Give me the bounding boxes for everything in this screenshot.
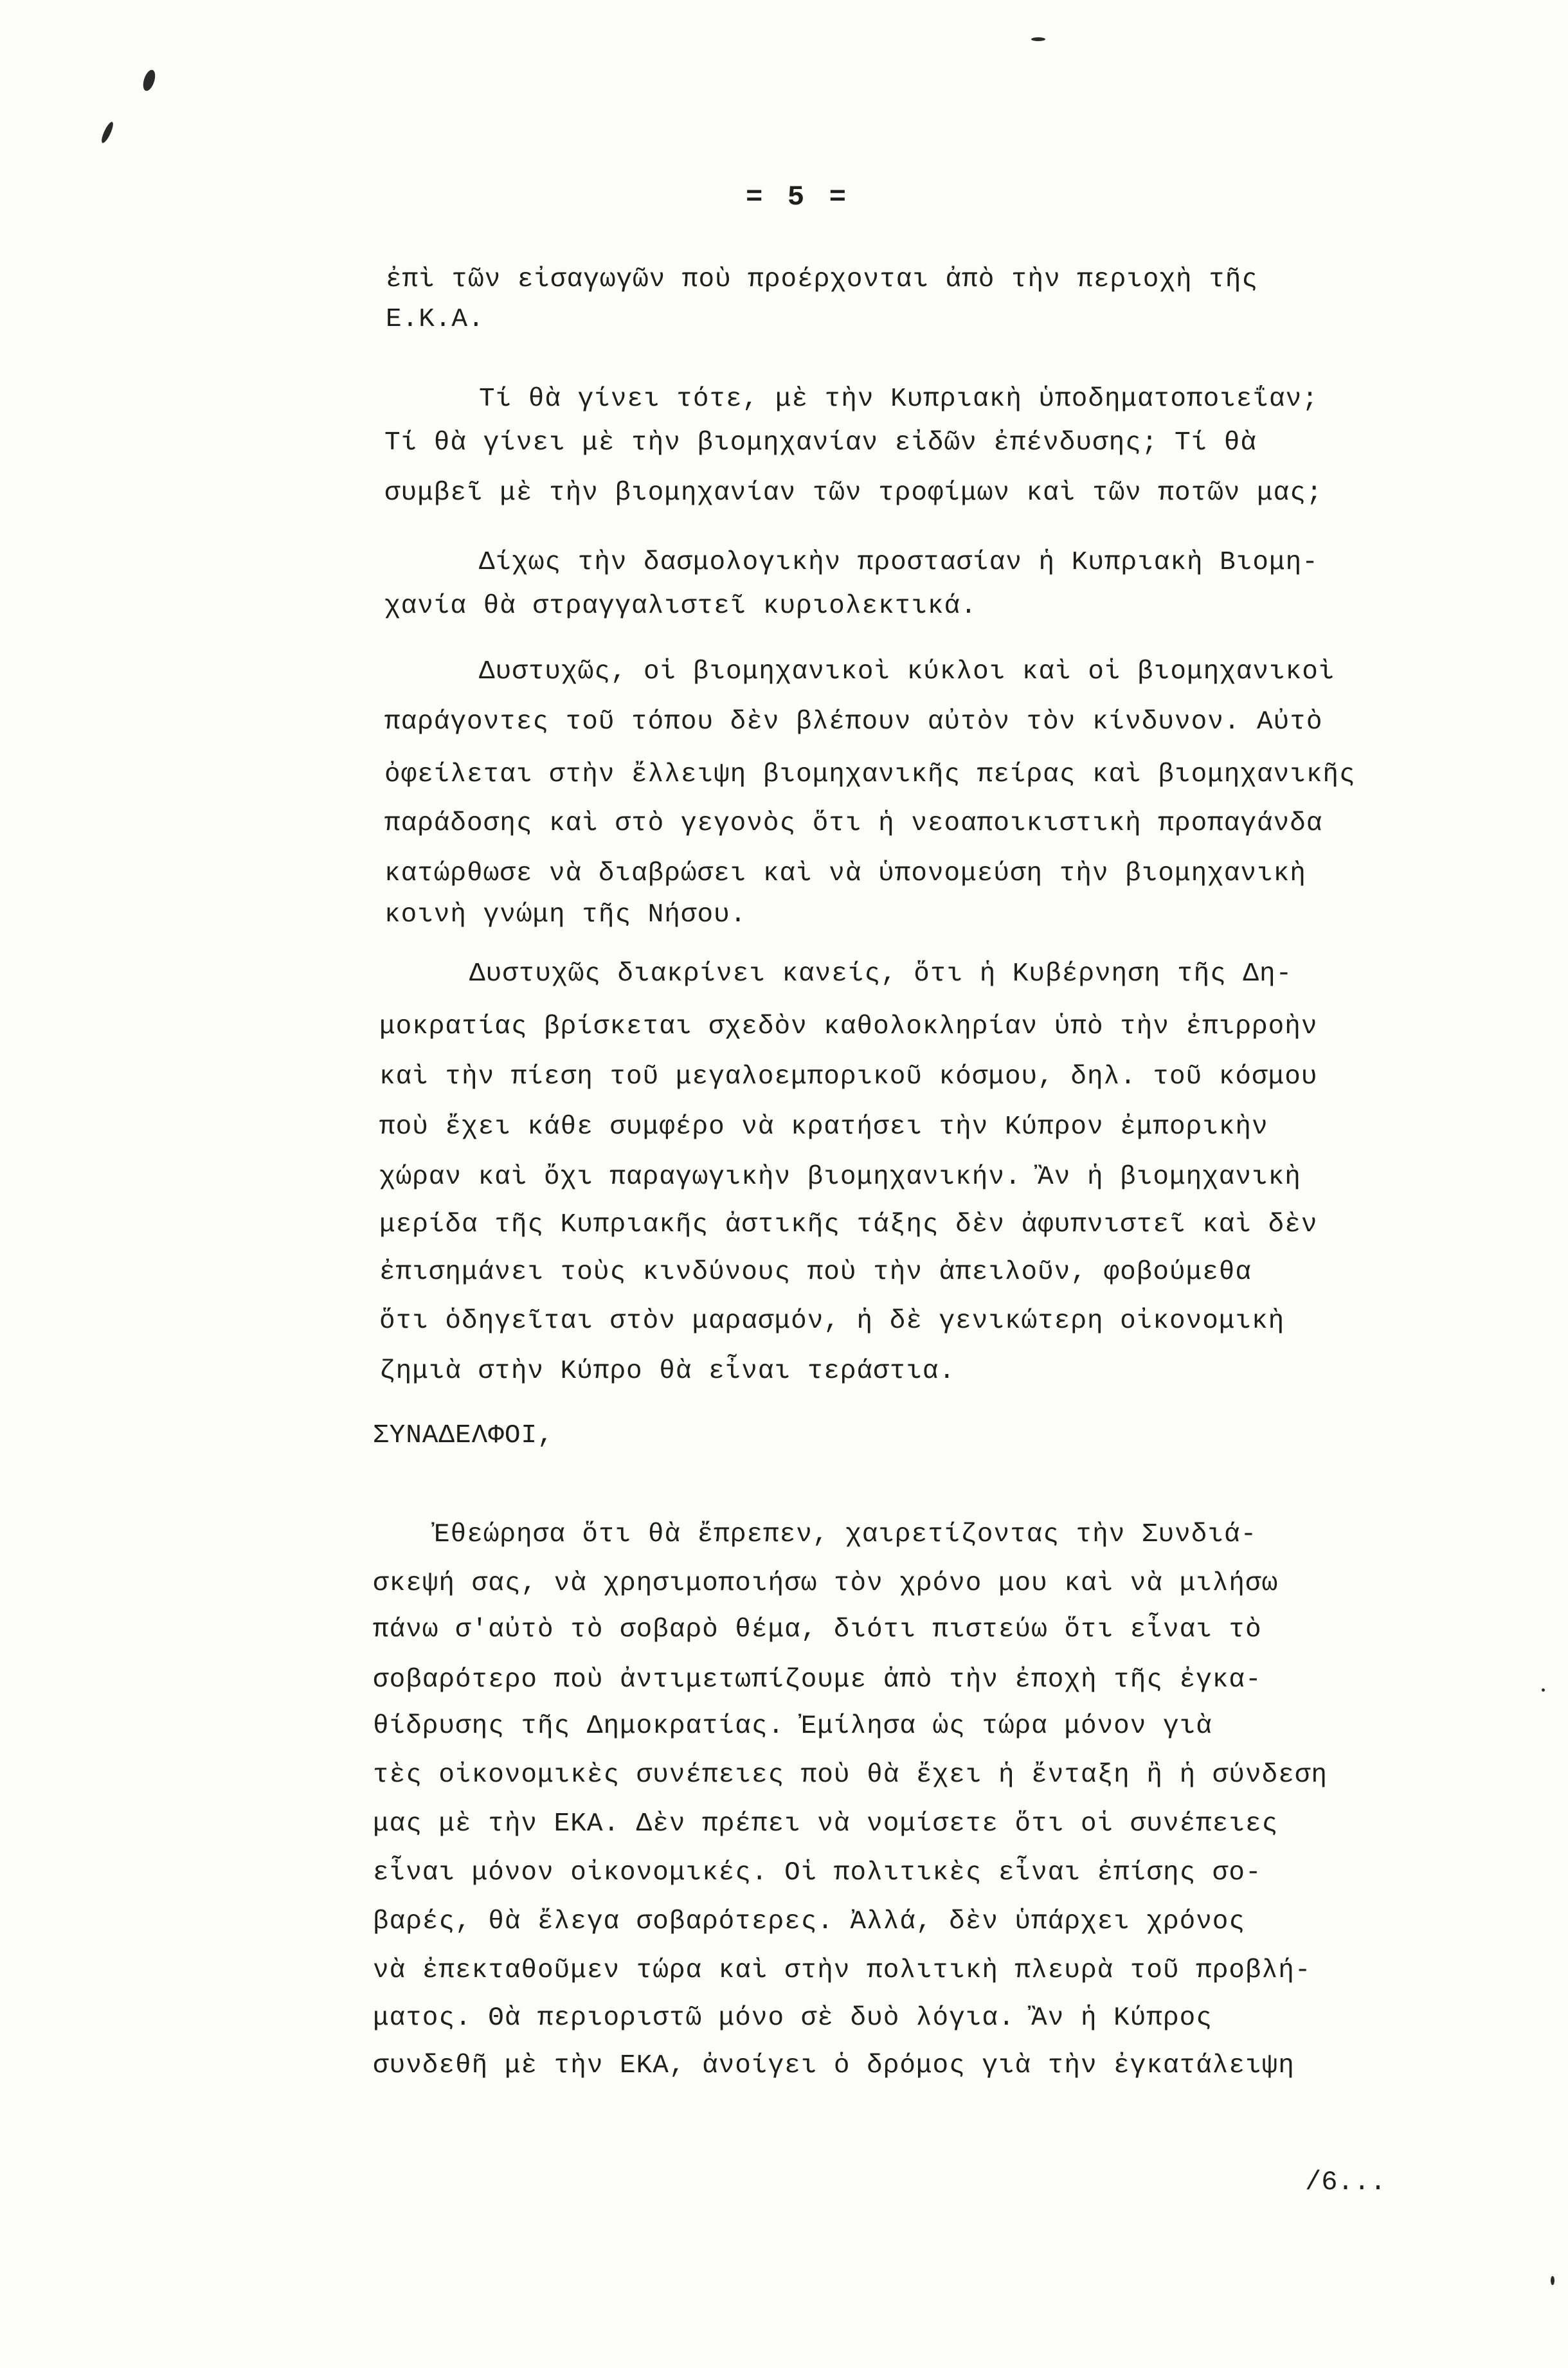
text-line: μερίδα τῆς Κυπριακῆς ἀστικῆς τάξης δὲν ἀφυπνιστεῖ καὶ δὲν	[379, 1210, 1318, 1240]
text-line: Τί θὰ γίνει τότε, μὲ τὴν Κυπριακὴ ὑποδηματοποιεΐαν;	[479, 384, 1319, 414]
text-line: Τί θὰ γίνει μὲ τὴν βιομηχανίαν εἰδῶν ἐπένδυσης; Τί θὰ	[384, 428, 1257, 458]
scan-mark	[1551, 2276, 1554, 2285]
text-line: μας μὲ τὴν ΕΚΑ. Δὲν πρέπει νὰ νομίσετε ὅτι οἱ συνέπειες	[373, 1809, 1279, 1839]
text-line: ποὺ ἔχει κάθε συμφέρο νὰ κρατήσει τὴν Κύπρον ἐμπορικὴν	[379, 1112, 1268, 1142]
text-line: ἐπὶ τῶν εἰσαγωγῶν ποὺ προέρχονται ἀπὸ τὴν περιοχὴ τῆς	[386, 265, 1259, 294]
text-line: Ἐθεώρησα ὅτι θὰ ἔπρεπεν, χαιρετίζοντας τὴν Συνδιά-	[434, 1520, 1257, 1550]
text-line: ὅτι ὁδηγεῖται στὸν μαρασμόν, ἡ δὲ γενικώτερη οἰκονομικὴ	[379, 1306, 1285, 1336]
text-line: μοκρατίας βρίσκεται σχεδὸν καθολοκληρίαν ὑπὸ τὴν ἐπιρροὴν	[379, 1012, 1318, 1042]
scan-mark	[100, 121, 115, 145]
text-line: ὀφείλεται στὴν ἔλλειψη βιομηχανικῆς πείρας καὶ βιομηχανικῆς	[384, 760, 1356, 790]
text-line: πάνω σ'αὐτὸ τὸ σοβαρὸ θέμα, διότι πιστεύω ὅτι εἶναι τὸ	[373, 1615, 1262, 1645]
text-line: χανία θὰ στραγγαλιστεῖ κυριολεκτικά.	[384, 592, 977, 621]
text-line: χώραν καὶ ὄχι παραγωγικὴν βιομηχανικήν. Ἂν ἡ βιομηχανικὴ	[379, 1162, 1301, 1192]
continuation-marker: /6...	[1305, 2167, 1387, 2198]
scan-mark	[1031, 37, 1045, 41]
page-number: = 5 =	[746, 181, 851, 213]
text-line: παράγοντες τοῦ τόπου δὲν βλέπουν αὐτὸν τὸν κίνδυνον. Αὐτὸ	[384, 707, 1323, 737]
section-heading: ΣΥΝΑΔΕΛΦΟΙ,	[373, 1421, 554, 1451]
text-line: κοινὴ γνώμη τῆς Νήσου.	[384, 900, 747, 930]
text-line: τὲς οἰκονομικὲς συνέπειες ποὺ θὰ ἔχει ἡ ἔνταξη ἢ ἡ σύνδεση	[373, 1760, 1328, 1790]
text-line: ζημιὰ στὴν Κύπρο θὰ εἶναι τεράστια.	[379, 1357, 956, 1386]
text-line: Ε.Κ.Α.	[386, 305, 485, 334]
scan-mark	[141, 68, 158, 92]
text-line: κατώρθωσε νὰ διαβρώσει καὶ νὰ ὑπονομεύση τὴν βιομηχανικὴ	[384, 859, 1306, 889]
text-line: βαρές, θὰ ἔλεγα σοβαρότερες. Ἀλλά, δὲν ὑπάρχει χρόνος	[373, 1907, 1246, 1937]
text-line: εἶναι μόνον οἰκονομικές. Οἱ πολιτικὲς εἶναι ἐπίσης σο-	[373, 1858, 1262, 1888]
text-line: Δίχως τὴν δασμολογικὴν προστασίαν ἡ Κυπριακὴ Βιομη-	[479, 548, 1319, 577]
text-line: συμβεῖ μὲ τὴν βιομηχανίαν τῶν τροφίμων καὶ τῶν ποτῶν μας;	[384, 478, 1323, 508]
text-line: παράδοσης καὶ στὸ γεγονὸς ὅτι ἡ νεοαποικιστικὴ προπαγάνδα	[384, 809, 1323, 838]
text-line: συνδεθῆ μὲ τὴν ΕΚΑ, ἀνοίγει ὁ δρόμος γιὰ τὴν ἐγκατάλειψη	[373, 2051, 1295, 2081]
text-line: θίδρυσης τῆς Δημοκρατίας. Ἐμίλησα ὡς τώρα μόνον γιὰ	[373, 1712, 1212, 1741]
text-line: σκεψή σας, νὰ χρησιμοποιήσω τὸν χρόνο μου καὶ νὰ μιλήσω	[373, 1569, 1279, 1598]
scan-mark	[1542, 1688, 1545, 1692]
text-line: ματος. Θὰ περιοριστῶ μόνο σὲ δυὸ λόγια. Ἂν ἡ Κύπρος	[373, 2003, 1212, 2033]
text-line: νὰ ἐπεκταθοῦμεν τώρα καὶ στὴν πολιτικὴ πλευρὰ τοῦ προβλή-	[373, 1956, 1311, 1985]
text-line: σοβαρότερο ποὺ ἀντιμετωπίζουμε ἀπὸ τὴν ἐποχὴ τῆς ἐγκα-	[373, 1665, 1262, 1695]
text-line: ἐπισημάνει τοὺς κινδύνους ποὺ τὴν ἀπειλοῦν, φοβούμεθα	[379, 1258, 1252, 1287]
text-line: καὶ τὴν πίεση τοῦ μεγαλοεμπορικοῦ κόσμου, δηλ. τοῦ κόσμου	[379, 1062, 1318, 1092]
text-line: Δυστυχῶς, οἱ βιομηχανικοὶ κύκλοι καὶ οἱ βιομηχανικοὶ	[479, 657, 1335, 687]
text-line: Δυστυχῶς διακρίνει κανείς, ὅτι ἡ Κυβέρνηση τῆς Δη-	[469, 959, 1293, 989]
